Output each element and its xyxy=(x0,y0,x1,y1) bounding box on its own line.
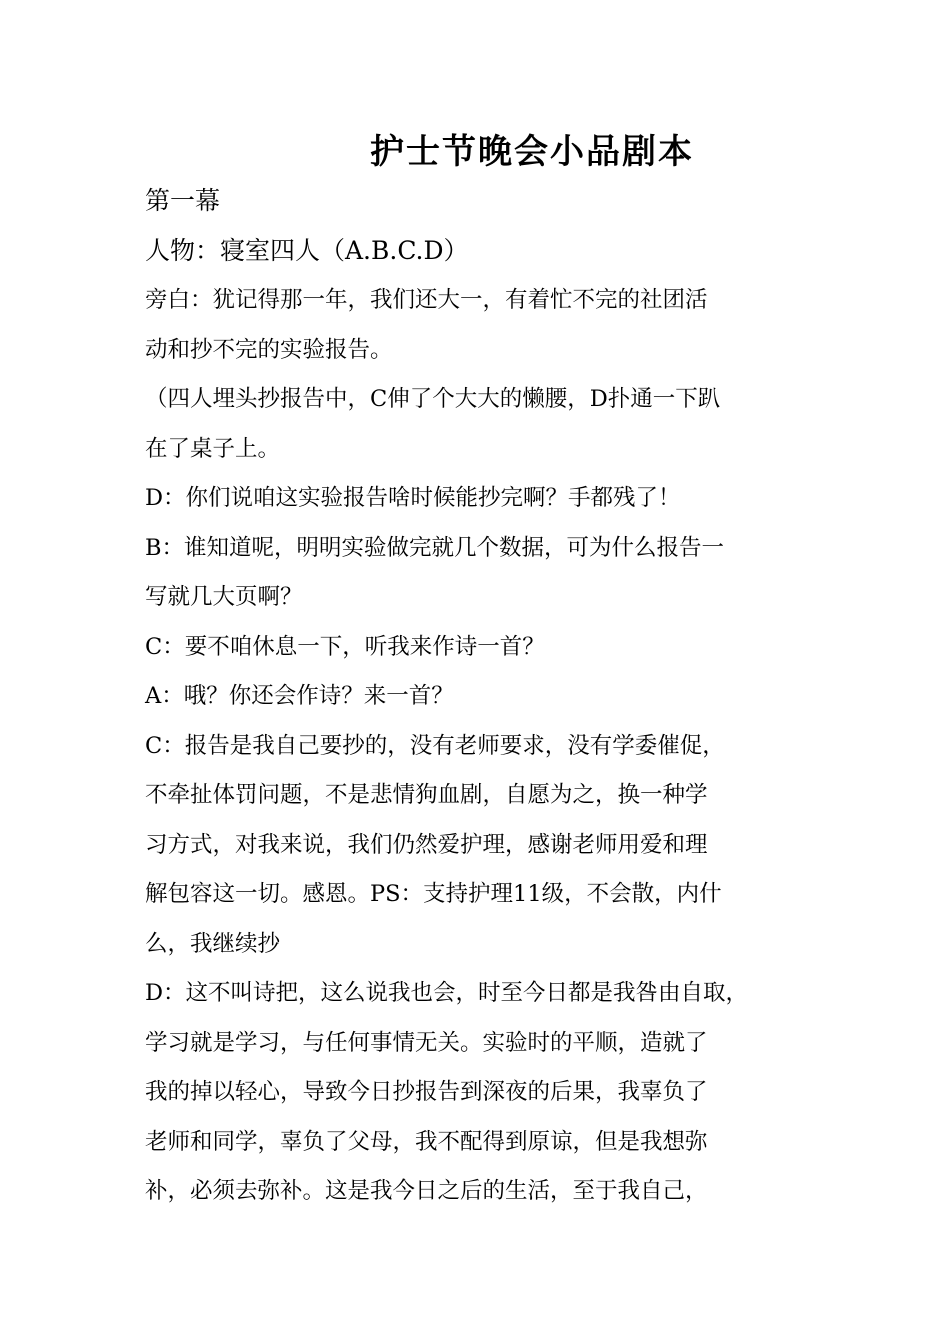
script-line: C：要不咱休息一下，听我来作诗一首？ xyxy=(145,633,545,660)
scene-heading: 第一幕 xyxy=(145,186,221,215)
script-line: 在了桌子上。 xyxy=(145,435,281,462)
script-line: D：你们说咱这实验报告啥时候能抄完啊？手都残了！ xyxy=(145,485,681,511)
document-title: 护士节晚会小品剧本 xyxy=(370,132,694,172)
script-line: 写就几大页啊？ xyxy=(145,584,303,610)
script-line: C：报告是我自己要抄的，没有老师要求，没有学委催促， xyxy=(145,732,725,759)
script-line: 不牵扯体罚问题，不是悲情狗血剧，自愿为之，换一种学 xyxy=(145,782,708,808)
script-line: （四人埋头抄报告中，C伸了个大大的懒腰，D扑通一下趴 xyxy=(145,386,721,412)
script-line: B：谁知道呢，明明实验做完就几个数据，可为什么报告一 xyxy=(145,534,725,561)
script-line: 么，我继续抄 xyxy=(145,930,281,957)
script-line: 我的掉以轻心，导致今日抄报告到深夜的后果，我辜负了 xyxy=(145,1079,708,1105)
script-line: 学习就是学习，与任何事情无关。实验时的平顺，造就了 xyxy=(145,1029,708,1056)
script-line: 补，必须去弥补。这是我今日之后的生活，至于我自己， xyxy=(145,1178,708,1204)
script-body xyxy=(145,276,835,1217)
script-line: 动和抄不完的实验报告。 xyxy=(145,336,393,363)
script-line: D：这不叫诗把，这么说我也会，时至今日都是我咎由自取， xyxy=(145,980,749,1006)
script-line: 旁白：犹记得那一年，我们还大一，有着忙不完的社团活 xyxy=(145,287,708,313)
script-line: 习方式，对我来说，我们仍然爱护理，感谢老师用爱和理 xyxy=(145,831,708,858)
characters-line: 人物：寝室四人（A.B.C.D） xyxy=(145,236,469,265)
script-line: 解包容这一切。感恩。PS：支持护理11级，不会散，内什 xyxy=(145,881,722,907)
script-line: A：哦？你还会作诗？来一首？ xyxy=(145,683,454,709)
script-line: 老师和同学，辜负了父母，我不配得到原谅，但是我想弥 xyxy=(145,1128,708,1155)
